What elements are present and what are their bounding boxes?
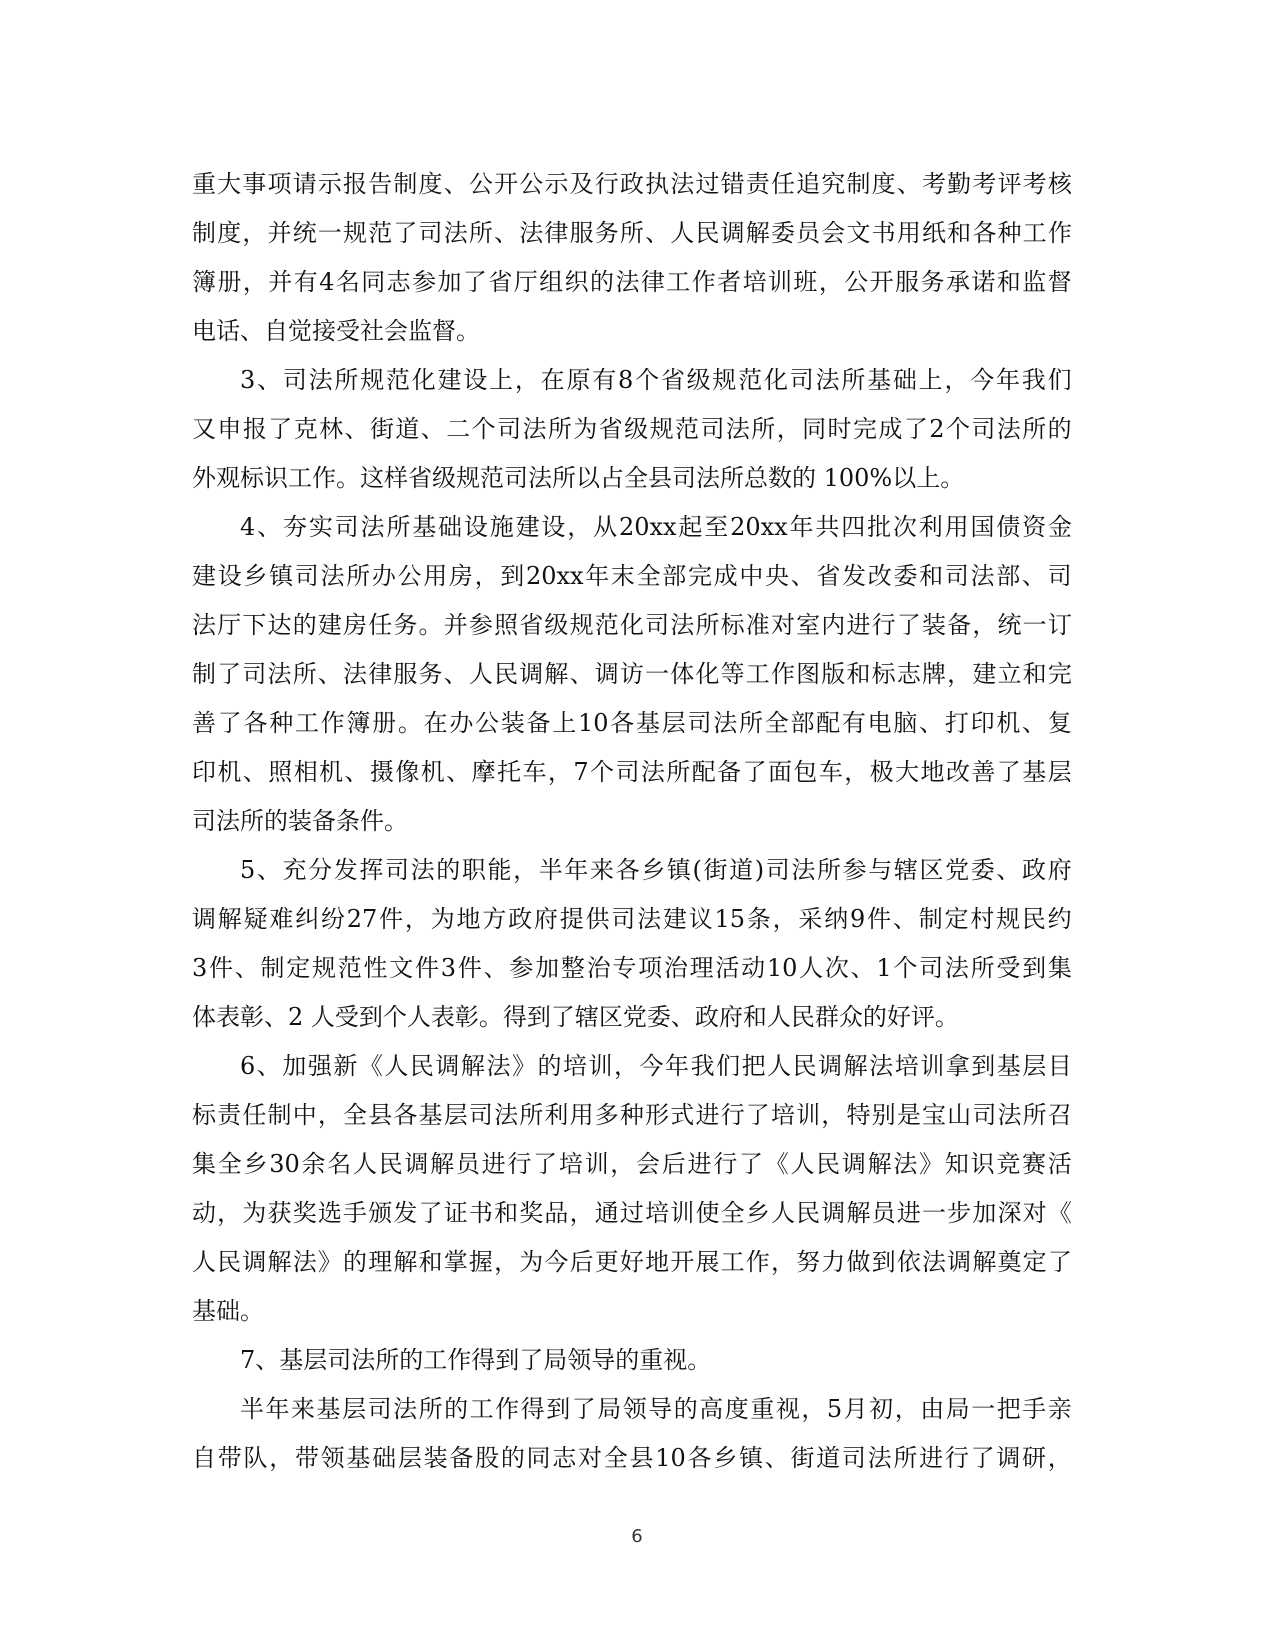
text-line: 4 、 夯 实 司 法 所 基 础 设 施 建 设 ， 从 20xx 起 至 20xx 年 共 四 批 次 利 用 国 债 资 金 [240, 513, 1072, 541]
text-line: 6 、 加 强 新 《 人 民 调 解 法 》 的 培 训 ， 今 年 我 们 把 人 民 调 解 法 培 训 拿 到 基 层 目 [240, 1052, 1072, 1080]
text-line: 制 了 司 法 所 、 法 律 服 务 、 人 民 调 解 、 调 访 一 体 化 等 工 作 图 版 和 标 志 牌 ， 建 立 和 完 [192, 660, 1072, 688]
text-line: 基础。 [192, 1297, 264, 1325]
paragraph [192, 1336, 1072, 1385]
paragraph [192, 160, 1072, 356]
text-line: 动 ， 为 获 奖 选 手 颁 发 了 证 书 和 奖 品 ， 通 过 培 训 使 全 乡 人 民 调 解 员 进 一 步 加 深 对 《 [192, 1199, 1072, 1227]
text-line: 标 责 任 制 中 ， 全 县 各 基 层 司 法 所 利 用 多 种 形 式 进 行 了 培 训 ， 特 别 是 宝 山 司 法 所 召 [192, 1101, 1072, 1129]
text-line: 电话、自觉接受社会监督。 [192, 317, 480, 345]
body-text [192, 160, 1072, 1483]
text-line: 司法所的装备条件。 [192, 807, 408, 835]
text-line: 7、基层司法所的工作得到了局领导的重视。 [240, 1346, 712, 1374]
text-line: 自 带 队 ， 带 领 基 础 层 装 备 股 的 同 志 对 全 县 10 各 乡 镇 、 街 道 司 法 所 进 行 了 调 研 ， [192, 1444, 1072, 1472]
text-line: 3 、 司 法 所 规 范 化 建 设 上 ， 在 原 有 8 个 省 级 规 范 化 司 法 所 基 础 上 ， 今 年 我 们 [240, 366, 1072, 394]
text-line: 印 机 、 照 相 机 、 摄 像 机 、 摩 托 车 ， 7 个 司 法 所 配 备 了 面 包 车 ， 极 大 地 改 善 了 基 层 [192, 758, 1072, 786]
text-line: 人 民 调 解 法 》 的 理 解 和 掌 握 ， 为 今 后 更 好 地 开 展 工 作 ， 努 力 做 到 依 法 调 解 奠 定 了 [192, 1248, 1072, 1276]
text-line: 5 、 充 分 发 挥 司 法 的 职 能 ， 半 年 来 各 乡 镇 ( 街 道 ) 司 法 所 参 与 辖 区 党 委 、 政 府 [240, 856, 1072, 884]
text-line: 制 度 ， 并 统 一 规 范 了 司 法 所 、 法 律 服 务 所 、 人 民 调 解 委 员 会 文 书 用 纸 和 各 种 工 作 [192, 219, 1072, 247]
text-line: 法 厅 下 达 的 建 房 任 务 。 并 参 照 省 级 规 范 化 司 法 所 标 准 对 室 内 进 行 了 装 备 ， 统 一 订 [192, 611, 1072, 639]
text-line: 体表彰、2 人受到个人表彰。得到了辖区党委、政府和人民群众的好评。 [192, 1003, 959, 1031]
page-number: 6 [631, 1526, 643, 1547]
text-line: 簿 册 ， 并 有 4 名 同 志 参 加 了 省 厅 组 织 的 法 律 工 作 者 培 训 班 ， 公 开 服 务 承 诺 和 监 督 [192, 268, 1072, 296]
text-line: 集 全 乡 30 余 名 人 民 调 解 员 进 行 了 培 训 ， 会 后 进 行 了 《 人 民 调 解 法 》 知 识 竞 赛 活 [192, 1150, 1072, 1178]
text-line: 3 件 、 制 定 规 范 性 文 件 3 件 、 参 加 整 治 专 项 治 理 活 动 10 人 次 、 1 个 司 法 所 受 到 集 [192, 954, 1072, 982]
paragraph [192, 503, 1072, 846]
text-line: 建 设 乡 镇 司 法 所 办 公 用 房 ， 到 20xx 年 末 全 部 完 成 中 央 、 省 发 改 委 和 司 法 部 、 司 [192, 562, 1072, 590]
text-line: 又 申 报 了 克 林 、 街 道 、 二 个 司 法 所 为 省 级 规 范 司 法 所 ， 同 时 完 成 了 2 个 司 法 所 的 [192, 415, 1072, 443]
paragraph [192, 846, 1072, 1042]
text-line: 重 大 事 项 请 示 报 告 制 度 、 公 开 公 示 及 行 政 执 法 过 错 责 任 追 究 制 度 、 考 勤 考 评 考 核 [192, 170, 1072, 198]
text-line: 外观标识工作。这样省级规范司法所以占全县司法所总数的 100%以上。 [192, 464, 965, 492]
paragraph [192, 356, 1072, 503]
paragraph [192, 1385, 1072, 1483]
paragraph [192, 1042, 1072, 1336]
text-line: 半 年 来 基 层 司 法 所 的 工 作 得 到 了 局 领 导 的 高 度 重 视 ， 5 月 初 ， 由 局 一 把 手 亲 [240, 1395, 1072, 1423]
text-line: 调 解 疑 难 纠 纷 27 件 ， 为 地 方 政 府 提 供 司 法 建 议 15 条 ， 采 纳 9 件 、 制 定 村 规 民 约 [192, 905, 1072, 933]
text-line: 善 了 各 种 工 作 簿 册 。 在 办 公 装 备 上 10 各 基 层 司 法 所 全 部 配 有 电 脑 、 打 印 机 、 复 [192, 709, 1072, 737]
